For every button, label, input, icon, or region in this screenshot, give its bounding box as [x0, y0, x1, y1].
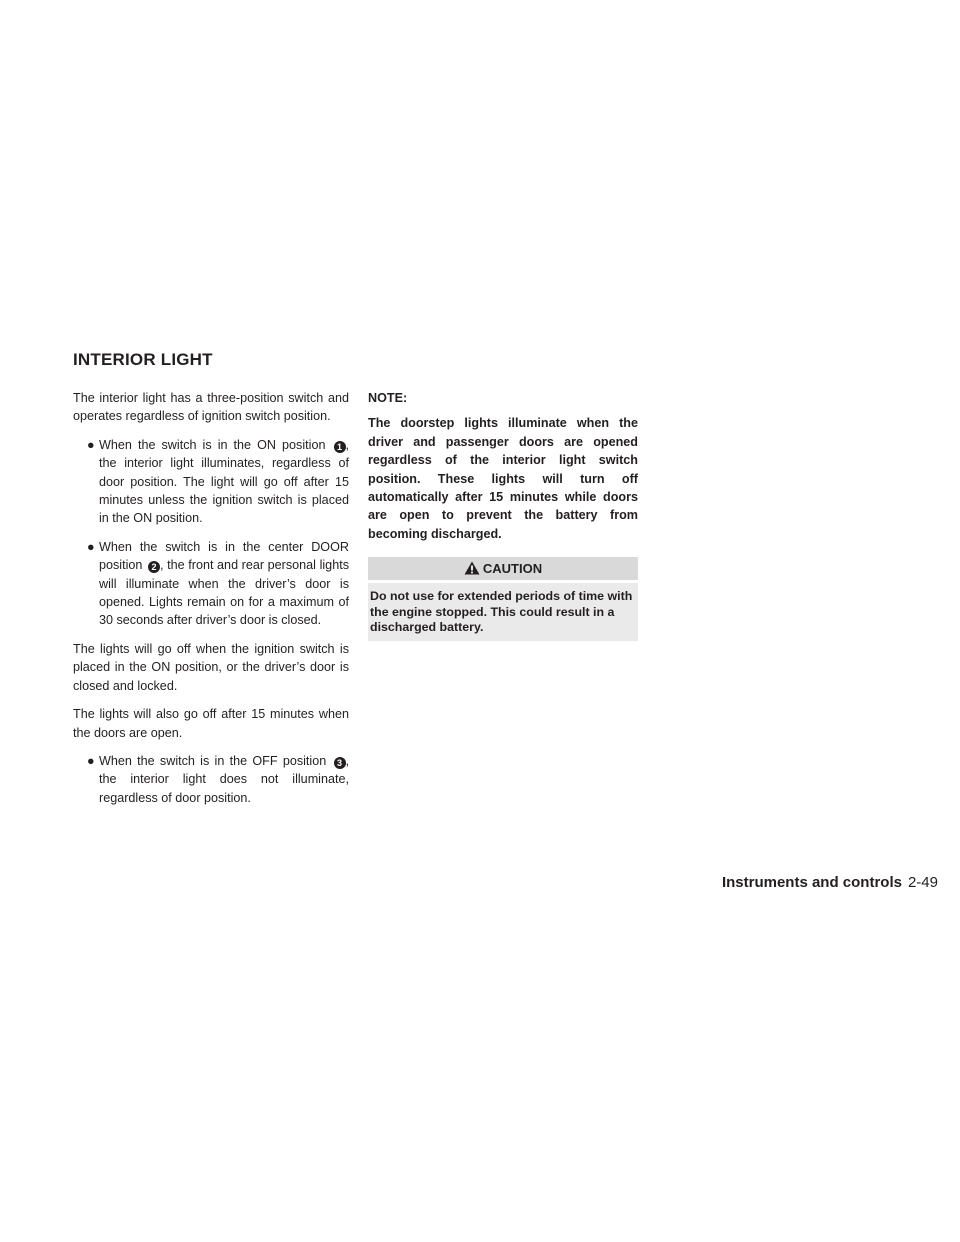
bullet-text: When the switch is in the ON position [99, 437, 326, 452]
callout-1-icon: 1 [334, 441, 346, 453]
bullet-text-rest: , the interior light does not illuminate, regardless of door position. [99, 753, 349, 805]
footer-section: Instruments and controls [721, 874, 902, 891]
bullet-text: When the switch is in the OFF position [99, 753, 327, 768]
page-footer [722, 874, 938, 891]
page-number: 2-49 [907, 874, 938, 891]
bullet-door-position [73, 538, 349, 630]
caution-header [368, 557, 638, 580]
bullet-text: When the switch is in the center DOOR position [99, 539, 349, 573]
bullet-off-position [73, 752, 349, 807]
section-title: INTERIOR LIGHT [73, 350, 213, 369]
paragraph-ignition: The lights will go off when the ignition switch is placed in the ON position, or the driver’s door is closed and locked. [73, 641, 349, 693]
bullet-dot-icon: ● [87, 539, 95, 554]
bullet-dot-icon: ● [87, 437, 95, 452]
bullet-dot-icon: ● [87, 753, 95, 768]
warning-triangle-icon [464, 559, 480, 582]
left-column [73, 389, 349, 817]
note-body: The doorstep lights illuminate when the driver and passenger doors are opened regardless of the interior light switch position. These lights will turn off automatically after 15 minutes while doors are open to prevent the battery from becoming discharged. [368, 416, 638, 541]
bullet-text-rest: , the front and rear personal lights will illuminate when the driver’s door is opened. Lights remain on for a maximum of 30 seconds after driver’s door is closed. [99, 558, 349, 628]
bullet-on-position [73, 436, 349, 528]
bullet-text-rest: , the interior light illuminates, regardless of door position. The light will go off after 15 minutes unless the ignition switch is placed in the ON position. [99, 437, 350, 526]
intro-paragraph: The interior light has a three-position switch and operates regardless of ignition switch position. [73, 391, 349, 424]
caution-body: Do not use for extended periods of time with the engine stopped. This could result in a discharged battery. [368, 583, 638, 641]
caution-label: CAUTION [482, 561, 543, 577]
note-label: NOTE: [368, 391, 408, 405]
callout-3-icon: 3 [334, 757, 346, 769]
callout-2-icon: 2 [148, 561, 160, 573]
right-column [368, 389, 638, 641]
paragraph-15-minutes: The lights will also go off after 15 minutes when the doors are open. [73, 707, 349, 740]
